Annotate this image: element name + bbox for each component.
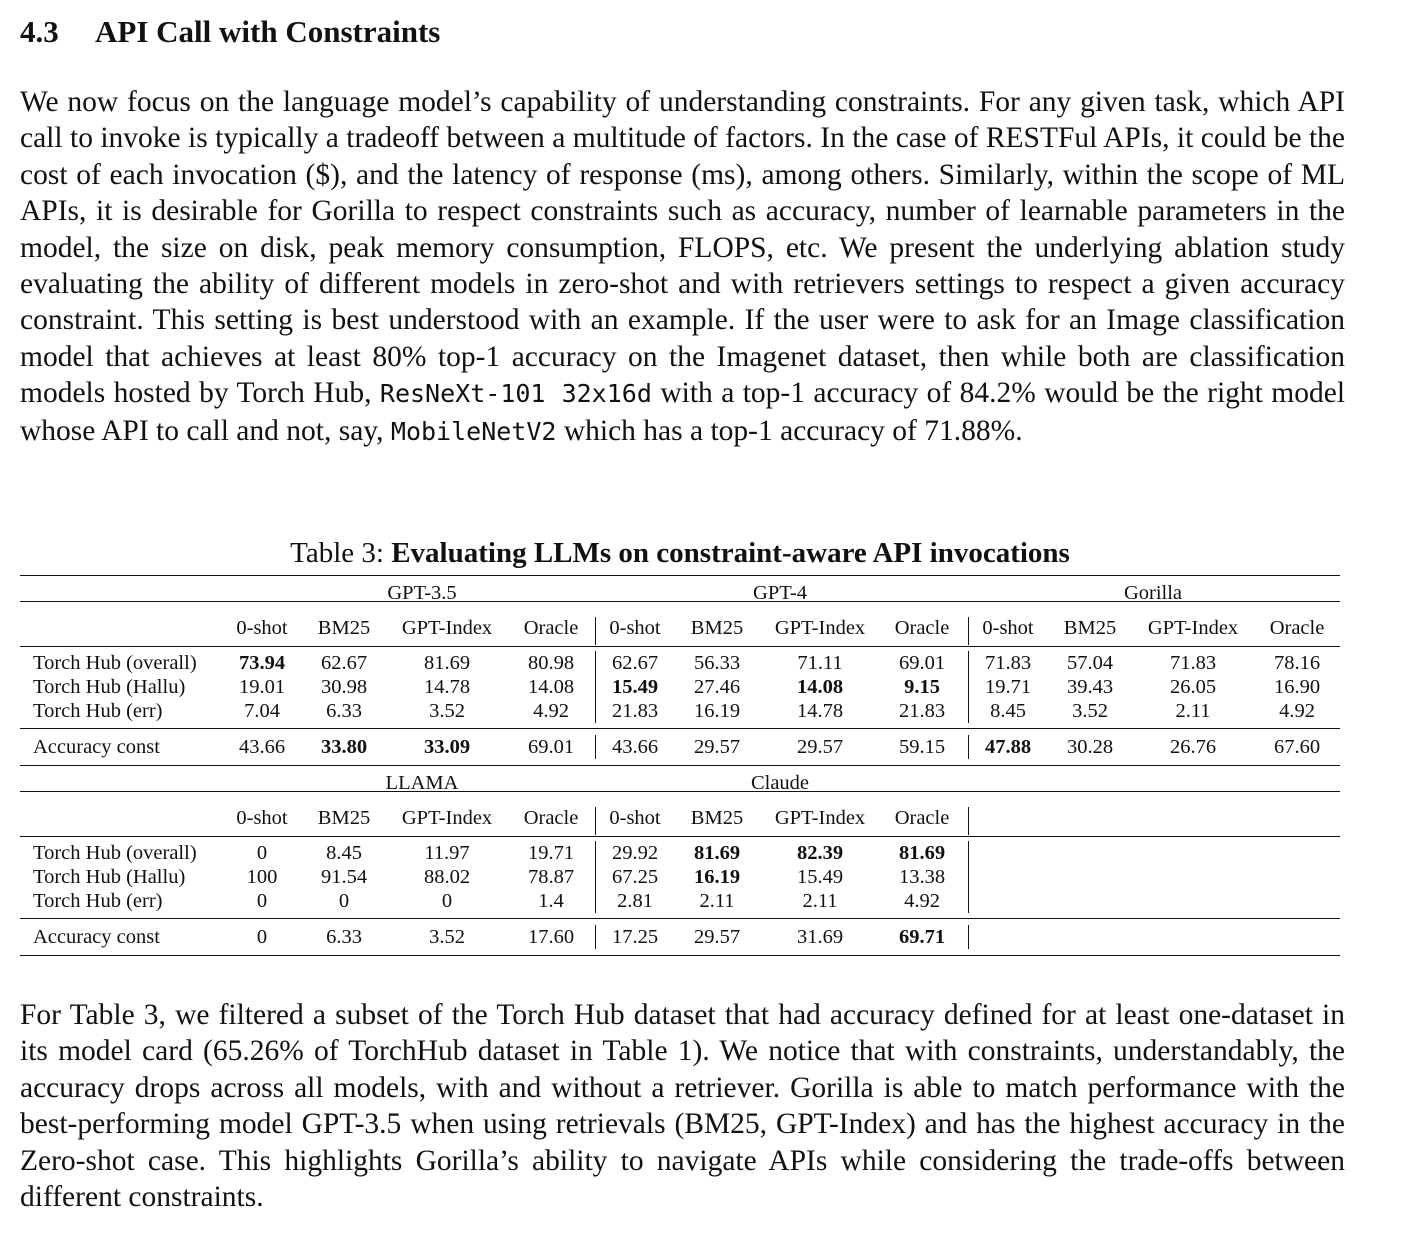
table-caption-label: Table 3: [290,537,384,569]
table-cell: 0 [256,842,268,864]
table-rule [20,791,1340,792]
row-label: Torch Hub (overall) [33,842,197,864]
table-cell: 17.25 [611,926,659,948]
column-header: Oracle [523,617,579,639]
table-cell: 4.92 [1279,700,1315,722]
table-cell: 16.19 [693,866,741,888]
table-cell: 82.39 [796,842,844,864]
table-cell: 16.90 [1273,676,1321,698]
table-cell: 15.49 [796,866,844,888]
table-rule [20,646,1340,647]
column-header: Oracle [894,807,950,829]
table-cell: 78.16 [1273,652,1321,674]
table-cell: 14.08 [796,676,844,698]
column-header: 0-shot [609,807,661,829]
table-cell: 27.46 [693,676,741,698]
table-cell: 6.33 [326,700,362,722]
table-cell: 29.57 [693,926,741,948]
table-rule [20,601,1340,602]
column-divider [968,807,969,835]
table-cell: 33.09 [423,736,471,758]
table-cell: 29.57 [796,736,844,758]
table-cell: 57.04 [1066,652,1114,674]
table-cell: 78.87 [527,866,575,888]
group-header: Gorilla [1123,582,1183,604]
column-header: BM25 [317,807,371,829]
table-cell: 69.71 [898,926,946,948]
column-divider [968,617,969,645]
table-cell: 17.60 [527,926,575,948]
group-header: GPT-3.5 [387,582,457,604]
column-header: GPT-Index [401,807,493,829]
row-label: Torch Hub (overall) [33,652,197,674]
table-cell: 13.38 [898,866,946,888]
table-cell: 43.66 [238,736,286,758]
column-header: Oracle [894,617,950,639]
table-cell: 29.57 [693,736,741,758]
row-label: Torch Hub (Hallu) [33,866,186,888]
table-cell: 81.69 [898,842,946,864]
column-divider [968,925,969,949]
table-rule [20,765,1340,766]
table-cell: 67.60 [1273,736,1321,758]
column-divider [968,841,969,913]
column-divider [595,841,596,913]
table-cell: 21.83 [611,700,659,722]
table-cell: 67.25 [611,866,659,888]
table-cell: 71.83 [1169,652,1217,674]
section-title: API Call with Constraints [95,14,441,49]
group-header: LLAMA [385,772,459,794]
table-cell: 71.83 [984,652,1032,674]
table-cell: 21.83 [898,700,946,722]
table-cell: 91.54 [320,866,368,888]
table-cell: 56.33 [693,652,741,674]
table-cell: 14.08 [527,676,575,698]
column-divider [968,735,969,759]
table-cell: 0 [441,890,453,912]
table-cell: 16.19 [693,700,741,722]
table-cell: 80.98 [527,652,575,674]
row-label: Accuracy const [33,736,160,758]
table-cell: 73.94 [238,652,286,674]
column-header: GPT-Index [1147,617,1239,639]
intro-text-c: which has a top-1 accuracy of 71.88%. [563,414,1023,447]
table-cell: 29.92 [611,842,659,864]
table-rule [20,918,1340,919]
table-cell: 26.05 [1169,676,1217,698]
table-cell: 8.45 [326,842,362,864]
table-cell: 26.76 [1169,736,1217,758]
column-header: Oracle [523,807,579,829]
table-cell: 19.01 [238,676,286,698]
column-header: 0-shot [236,617,288,639]
column-header: GPT-Index [774,807,866,829]
column-divider [595,925,596,949]
table-cell: 8.45 [990,700,1026,722]
table-cell: 19.71 [527,842,575,864]
table-cell: 81.69 [693,842,741,864]
table-rule [20,955,1340,956]
section-number: 4.3 [20,14,59,49]
section-heading [20,14,440,50]
column-header: BM25 [690,807,744,829]
column-header: 0-shot [609,617,661,639]
intro-text-b: with a top-1 accuracy of 84.2% would be the right model whose API to call and not, say, [20,377,1346,447]
table-cell: 100 [246,866,278,888]
table-cell: 3.52 [429,700,465,722]
table-cell: 39.43 [1066,676,1114,698]
table-cell: 7.04 [244,700,280,722]
column-divider [595,735,596,759]
table-cell: 69.01 [527,736,575,758]
table-cell: 59.15 [898,736,946,758]
row-label: Torch Hub (Hallu) [33,676,186,698]
table-cell: 81.69 [423,652,471,674]
table-cell: 2.11 [699,890,735,912]
table-cell: 0 [256,890,268,912]
column-header: BM25 [317,617,371,639]
group-header: Claude [750,772,810,794]
table-cell: 9.15 [904,676,940,698]
column-header: 0-shot [236,807,288,829]
table-cell: 69.01 [898,652,946,674]
column-header: GPT-Index [401,617,493,639]
column-header: GPT-Index [774,617,866,639]
group-header: GPT-4 [753,582,807,604]
table-caption-title: Evaluating LLMs on constraint-aware API invocations [391,537,1070,569]
table-cell: 47.88 [984,736,1032,758]
column-header: BM25 [690,617,744,639]
table-cell: 11.97 [424,842,470,864]
table-cell: 3.52 [429,926,465,948]
column-header: Oracle [1269,617,1325,639]
intro-text-a: We now focus on the language model’s capability of understanding constraints. For any given task, which API call to invoke is typically a tradeoff between a multitude of factors. In the case of RESTFul APIs, it could be the cost of each invocation ($), and the latency of response (ms), among others. Similarly, within the scope of ML APIs, it is desirable for Gorilla to respect constraints such as accuracy, number of learnable parameters in the model, the size on disk, peak memory consumption, FLOPS, etc. We present the underlying ablation study evaluating the ability of different models in zero-shot and with retrievers settings to respect a given accuracy constraint. This setting is best understood with an example. If the user were to ask for an Image classification model that achieves at least 80% top-1 accuracy on the Imagenet dataset, then while both are classification models hosted by Torch Hub, [20,86,1345,410]
table-cell: 62.67 [320,652,368,674]
table-cell: 4.92 [533,700,569,722]
table-cell: 43.66 [611,736,659,758]
table-cell: 0 [338,890,350,912]
row-label: Torch Hub (err) [33,890,163,912]
table-cell: 4.92 [904,890,940,912]
table-cell: 31.69 [796,926,844,948]
table-cell: 2.11 [1175,700,1211,722]
code-mobilenet: MobileNetV2 [390,416,557,446]
column-divider [595,807,596,835]
row-label: Accuracy const [33,926,160,948]
table-cell: 3.52 [1072,700,1108,722]
table-cell: 2.11 [802,890,838,912]
table-caption [20,537,1340,570]
table-cell: 88.02 [423,866,471,888]
table-cell: 71.11 [797,652,843,674]
table-cell: 2.81 [617,890,653,912]
table-rule [20,575,1340,576]
table-cell: 14.78 [796,700,844,722]
table-rule [20,728,1340,729]
table-cell: 6.33 [326,926,362,948]
row-label: Torch Hub (err) [33,700,163,722]
table-cell: 15.49 [611,676,659,698]
table-cell: 1.4 [538,890,564,912]
code-resnext: ResNeXt-101 32x16d [379,379,652,409]
table-cell: 33.80 [320,736,368,758]
table-cell: 30.28 [1066,736,1114,758]
table-rule [20,836,1340,837]
table-cell: 14.78 [423,676,471,698]
intro-paragraph [20,84,1345,450]
column-divider [968,651,969,723]
table-cell: 30.98 [320,676,368,698]
column-header: BM25 [1063,617,1117,639]
table-cell: 19.71 [984,676,1032,698]
table-cell: 0 [256,926,268,948]
column-divider [595,617,596,645]
column-divider [595,651,596,723]
table-cell: 62.67 [611,652,659,674]
column-header: 0-shot [982,617,1034,639]
discussion-paragraph: For Table 3, we filtered a subset of the Torch Hub dataset that had accuracy defined for at least one-dataset in its model card (65.26% of TorchHub dataset in Table 1). We notice that with constraints, understandably, the accuracy drops across all models, with and without a retriever. Gorilla is able to match performance with the best-performing model GPT-3.5 when using retrievals (BM25, GPT-Index) and has the highest accuracy in the Zero-shot case. This highlights Gorilla’s ability to navigate APIs while considering the trade-offs between different constraints. [20,999,1345,1214]
